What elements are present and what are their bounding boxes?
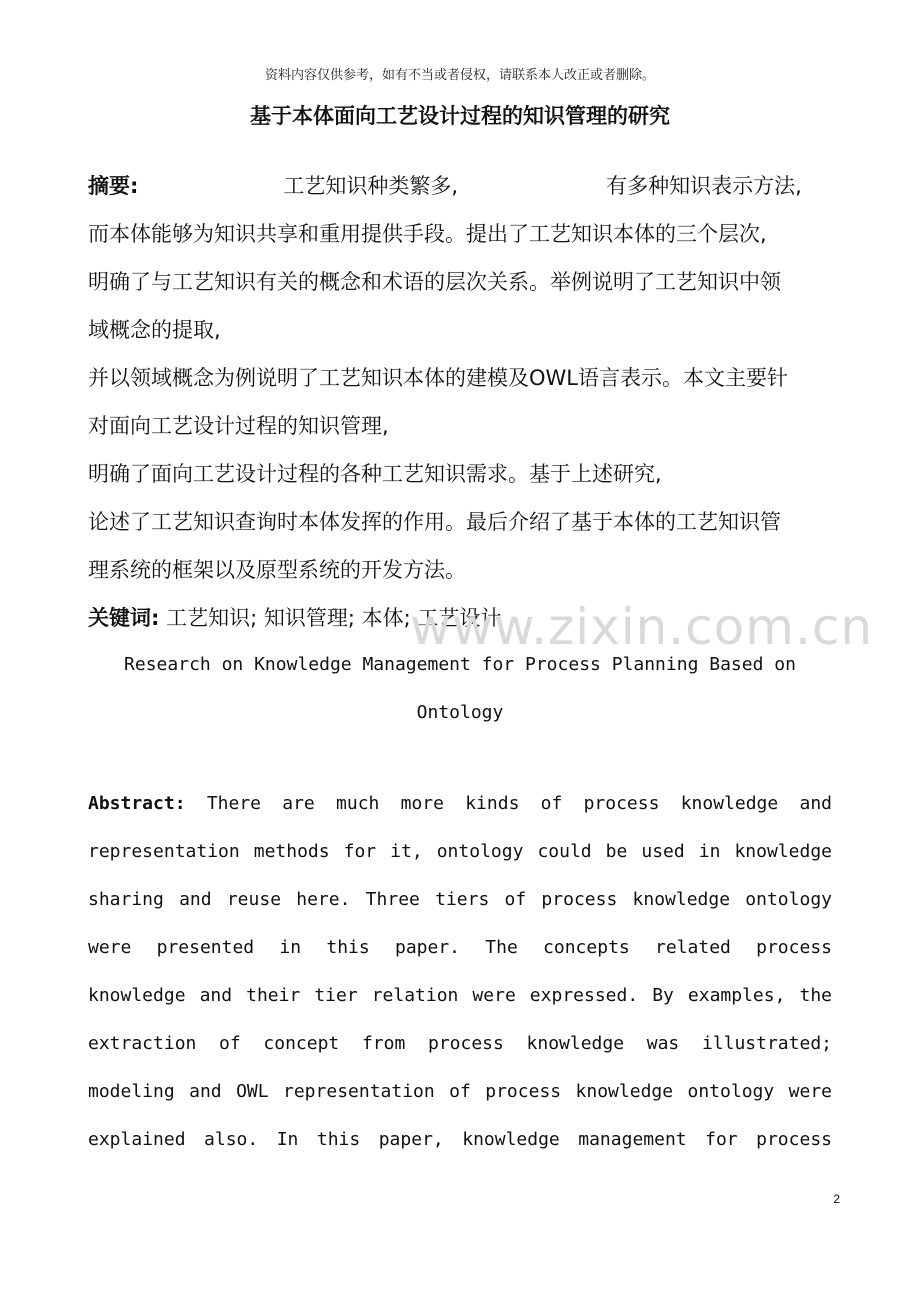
abstract-en-line: knowledge and their tier relation were expressed. By examples, the [88,985,832,1006]
abstract-line: 论述了工艺知识查询时本体发挥的作用。最后介绍了基于本体的工艺知识管 [88,510,781,534]
english-title-line-2: Ontology [416,702,504,723]
abstract-first-line [88,168,838,216]
abstract-line: 理系统的框架以及原型系统的开发方法。 [88,558,466,582]
abstract-en-line: extraction of concept from process knowledge was illustrated; [88,1033,832,1054]
abstract-en-first-line [88,788,832,836]
abstract-line: 并以领域概念为例说明了工艺知识本体的建模及OWL语言表示。本文主要针 [88,366,788,390]
abstract-en-line: modeling and OWL representation of process knowledge ontology were [88,1081,832,1102]
abstract-line: 对面向工艺设计过程的知识管理, [88,414,389,438]
abstract-line: 域概念的提取, [88,318,221,342]
abstract-text-part2: 有多种知识表示方法, [606,174,802,198]
chinese-title: 基于本体面向工艺设计过程的知识管理的研究 [250,104,670,128]
abstract-en-line: were presented in this paper. The concepts related process [88,937,832,958]
abstract-line: 而本体能够为知识共享和重用提供手段。提出了工艺知识本体的三个层次, [88,222,767,246]
disclaimer-notice: 资料内容仅供参考，如有不当或者侵权，请联系本人改正或者删除。 [264,68,655,83]
english-abstract [88,788,832,1172]
watermark: www.zixin.com.cn [410,598,874,656]
abstract-en-line: sharing and reuse here. Three tiers of process knowledge ontology [88,889,832,910]
keywords-text: 工艺知识; 知识管理; 本体; 工艺设计 [166,606,502,630]
abstract-line: 明确了与工艺知识有关的概念和术语的层次关系。举例说明了工艺知识中领 [88,270,781,294]
page-number: 2 [833,1192,840,1206]
abstract-en-line: representation methods for it, ontology could be used in knowledge [88,841,832,862]
keywords-label: 关键词: [88,606,160,630]
abstract-text-part1: 工艺知识种类繁多, [283,174,459,198]
chinese-abstract [88,168,838,648]
abstract-en-line: explained also. In this paper, knowledge management for process [88,1129,832,1150]
keywords-line [88,600,838,648]
abstract-label-cn: 摘要: [88,174,139,198]
abstract-label-en: Abstract: [88,793,186,814]
abstract-en-text: There are much more kinds of process knowledge and [206,793,832,814]
abstract-line: 明确了面向工艺设计过程的各种工艺知识需求。基于上述研究, [88,462,662,486]
english-title-line-1: Research on Knowledge Management for Process Planning Based on [124,654,796,675]
